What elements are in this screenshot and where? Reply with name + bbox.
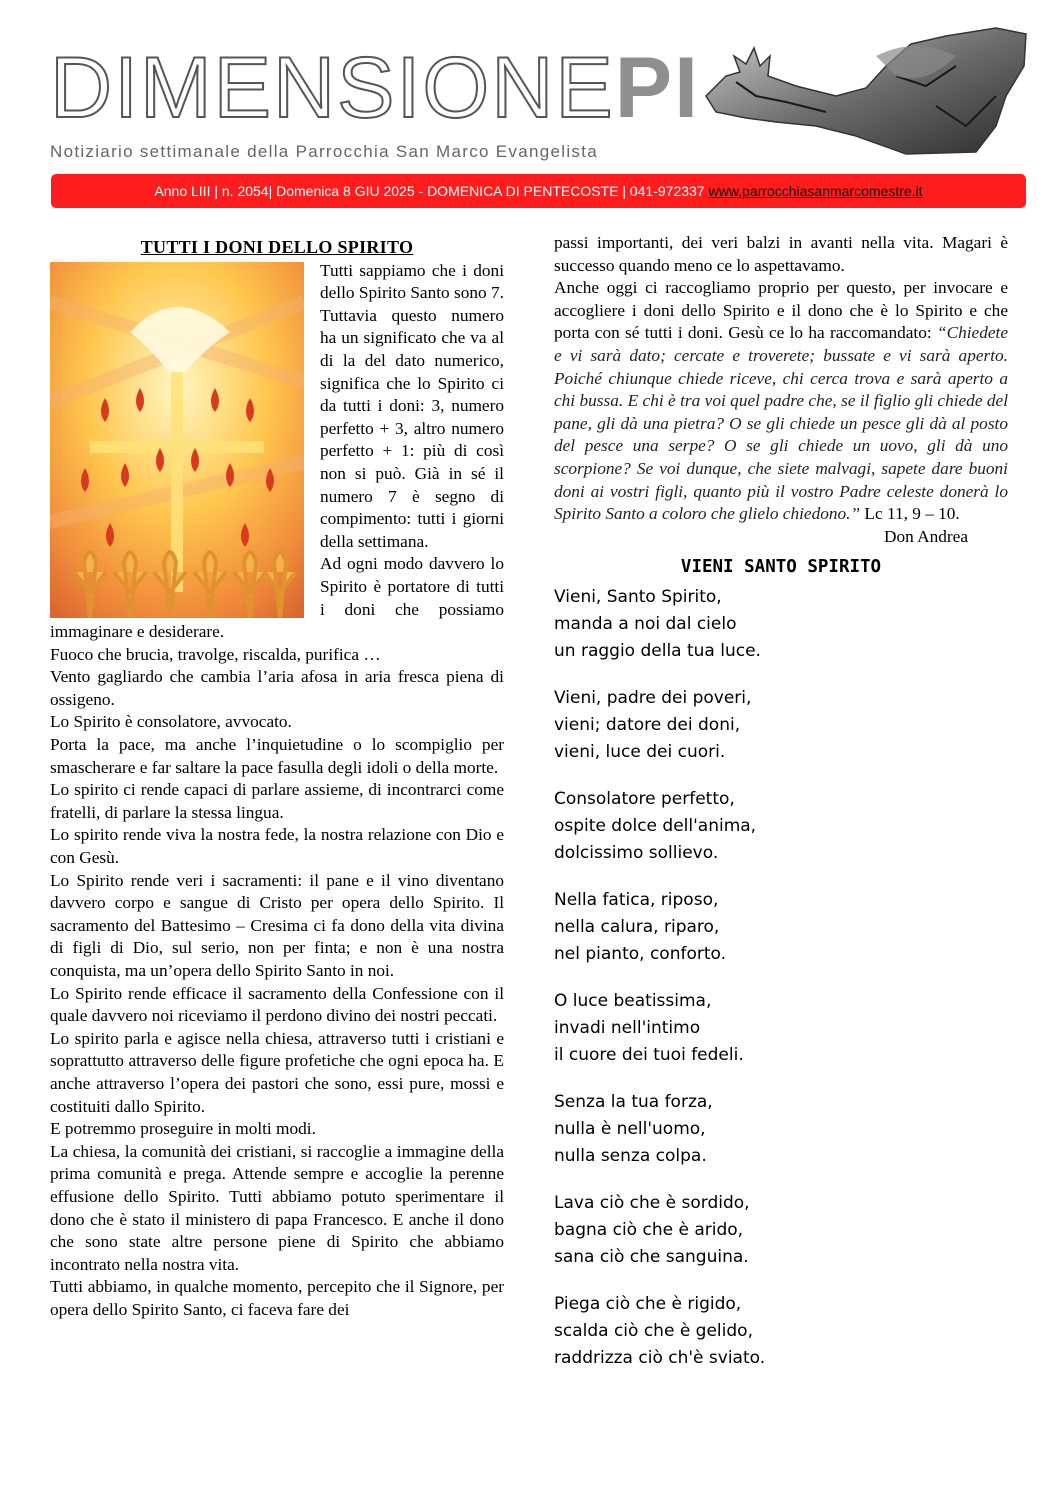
newsletter-subtitle: Notiziario settimanale della Parrocchia San Marco Evangelista [50,142,598,161]
paragraph-text: Lo spirito parla e agisce nella chiesa, attraverso tutti i cristiani e soprattutto attraverso delle figure profetiche che ogni epoca ha. E anche attraverso l’opera dei pastori che sono, essi pure, mossi e costituiti dallo Spirito. [50,1028,504,1116]
gospel-quote: “Chiedete e vi sarà dato; cercate e troverete; bussate e vi sarà aperto. Poiché chiunque chiede riceve, chi cerca trova e sarà aperto a chi bussa. E chi è tra voi quel padre che, se il figlio gli chiede del pane, gli dà una pietra? O se gli chiede un pesce gli dà al posto del pesce una serpe? O se gli chiede un uovo, gli dà uno scorpione? Se voi dunque, che siete malvagi, sapete dare buoni doni ai vostri figli, quanto più il vostro Padre celeste donerà lo Spirito Santo a coloro che glielo chiedono.” [554,323,1008,524]
article-paragraph-6 [50,734,504,779]
paragraph-text: Fuoco che brucia, travolge, riscalda, purifica … [50,644,381,664]
poem-line: nel pianto, conforto. [554,944,727,965]
article-paragraph-5 [50,711,504,734]
poem-line: Senza la tua forza, [554,1092,713,1113]
paragraph-text: Ad ogni modo davvero lo Spirito è portatore di tutti i doni che possiamo immaginare e desiderare. [50,554,504,642]
paragraph-text: Lo Spirito rende veri i sacramenti: il pane e il vino diventano davvero corpo e sangue di Cristo per opera dello Spirito. Il sacramento del Battesimo – Cresima ci fa dono della vita divina di figli di Dio, sul serio, non per finta; e non è una nostra conquista, ma un’opera dello Spirito Santo in noi. [50,870,504,980]
paragraph-text: Tutti abbiamo, in qualche momento, percepito che il Signore, per opera dello Spirito Santo, ci faceva fare dei [50,1277,504,1319]
article-paragraph-10 [50,983,504,1028]
poem-line: manda a noi dal cielo [554,614,737,635]
logo-word-dimensione: DIMENSIONE [50,40,615,136]
article-paragraph-14 [50,1276,504,1321]
poem-stanza [554,1291,1008,1372]
poem-line: nella calura, riparo, [554,917,720,938]
poem-stanza [554,887,1008,968]
article-column-right [554,232,1008,1392]
paragraph-text: Anche oggi ci raccogliamo proprio per questo, per invocare e accogliere i doni dello Spirito e il dono che è lo Spirito e che porta con sé tutti i doni. Gesù ce lo ha raccomandato: [554,278,1008,343]
poem-line: il cuore dei tuoi fedeli. [554,1045,744,1066]
article-paragraph-3 [50,644,504,667]
paragraph-text: E potremmo proseguire in molti modi. [50,1119,316,1139]
poem-line: raddrizza ciò ch'è sviato. [554,1348,766,1369]
article-title: TUTTI I DONI DELLO SPIRITO [140,237,414,257]
poem-line: un raggio della tua luce. [554,641,761,662]
poem-line: O luce beatissima, [554,991,712,1012]
article-paragraph-1 [50,260,504,554]
gospel-reference: Lc 11, 9 – 10. [864,504,960,524]
poem-body [554,584,1008,1372]
article-column-left [50,236,504,1322]
poem-line: ospite dolce dell'anima, [554,816,757,837]
paragraph-text: Lo Spirito è consolatore, avvocato. [50,712,292,732]
paragraph-text: Lo spirito rende viva la nostra fede, la nostra relazione con Dio e con Gesù. [50,825,504,868]
parish-website-link[interactable]: www.parrocchiasanmarcomestre.it [708,183,923,199]
poem-stanza [554,988,1008,1069]
paragraph-text: La chiesa, la comunità dei cristiani, si raccoglie a immagine della prima comunità e prega. Attende sempre e accoglie la perenne effusione dello Spirito. Tutti abbiamo potuto sperimentare il dono che è stato il ministero di papa Francesco. E anche il dono che sono state altre persone piene di Spirito che abbiamo incontrato nella nostra vita. [50,1141,504,1274]
poem-line: Piega ciò che è rigido, [554,1294,742,1315]
paragraph-text: Lo Spirito rende efficace il sacramento della Confessione con il quale davvero noi riceviamo il perdono divino dei nostri peccati. [50,983,504,1026]
issue-info-bar [51,174,1026,208]
issue-info-text: Anno LIII | n. 2054| Domenica 8 GIU 2025 - DOMENICA DI PENTECOSTE | 041-972337 [154,183,705,199]
article-paragraph-12 [50,1118,504,1141]
article-paragraph-8 [50,824,504,869]
poem-stanza [554,1089,1008,1170]
bronze-hand-sculpture-icon [696,26,1031,156]
article-paragraph-13 [50,1141,504,1277]
poem-line: vieni, luce dei cuori. [554,742,726,763]
article-paragraph-7 [50,779,504,824]
poem-line: Consolatore perfetto, [554,789,735,810]
poem-line: bagna ciò che è arido, [554,1220,744,1241]
poem-line: Vieni, Santo Spirito, [554,587,722,608]
poem-line: vieni; datore dei doni, [554,715,741,736]
author-signature: Don Andrea [884,526,968,546]
article-paragraph-4 [50,666,504,711]
paragraph-text: Lo spirito ci rende capaci di parlare assieme, di incontrarci come fratelli, di parlare la stessa lingua. [50,780,504,822]
poem-line: nulla è nell'uomo, [554,1119,706,1140]
poem-line: invadi nell'intimo [554,1018,701,1039]
paragraph-text: passi importanti, dei veri balzi in avanti nella vita. Magari è successo quando meno ce lo aspettavamo. [554,233,1008,275]
paragraph-text: Vento gagliardo che cambia l’aria afosa in aria fresca piena di ossigeno. [50,667,504,709]
poem-line: sana ciò che sanguina. [554,1247,749,1268]
poem-line: Lava ciò che è sordido, [554,1193,750,1214]
paragraph-text: Tutti sappiamo che i doni dello Spirito Santo sono 7. Tuttavia questo numero ha un significato che va al di la del dato numerico, significa che lo Spirito ci da tutti i doni: 3, numero perfetto + 3, altro numero perfetto + 1: più di così non si può. Già in sé il numero 7 è segno di compimento: tutti i giorni della settimana. [320,260,504,551]
poem-line: nulla senza colpa. [554,1146,707,1167]
article-paragraph-11 [50,1028,504,1118]
poem-stanza [554,584,1008,665]
poem-line: scalda ciò che è gelido, [554,1321,753,1342]
newsletter-logo [50,40,710,136]
logo-word-pi: PI [614,40,700,136]
poem-line: Nella fatica, riposo, [554,890,719,911]
paragraph-text: Porta la pace, ma anche l’inquietudine o lo scompiglio per smascherare e far saltare la pace fasulla degli idoli o della morte. [50,735,504,777]
article-paragraph-9 [50,870,504,983]
poem-stanza [554,786,1008,867]
poem-line: Vieni, padre dei poveri, [554,688,752,709]
poem-line: dolcissimo sollievo. [554,843,719,864]
pentecost-flames-painting-icon [50,262,304,618]
poem-stanza [554,1190,1008,1271]
poem-stanza [554,685,1008,766]
article-paragraph-14-continued [554,232,1008,277]
masthead [50,40,710,162]
article-paragraph-15 [554,277,1008,546]
poem-title: VIENI SANTO SPIRITO [680,556,882,577]
